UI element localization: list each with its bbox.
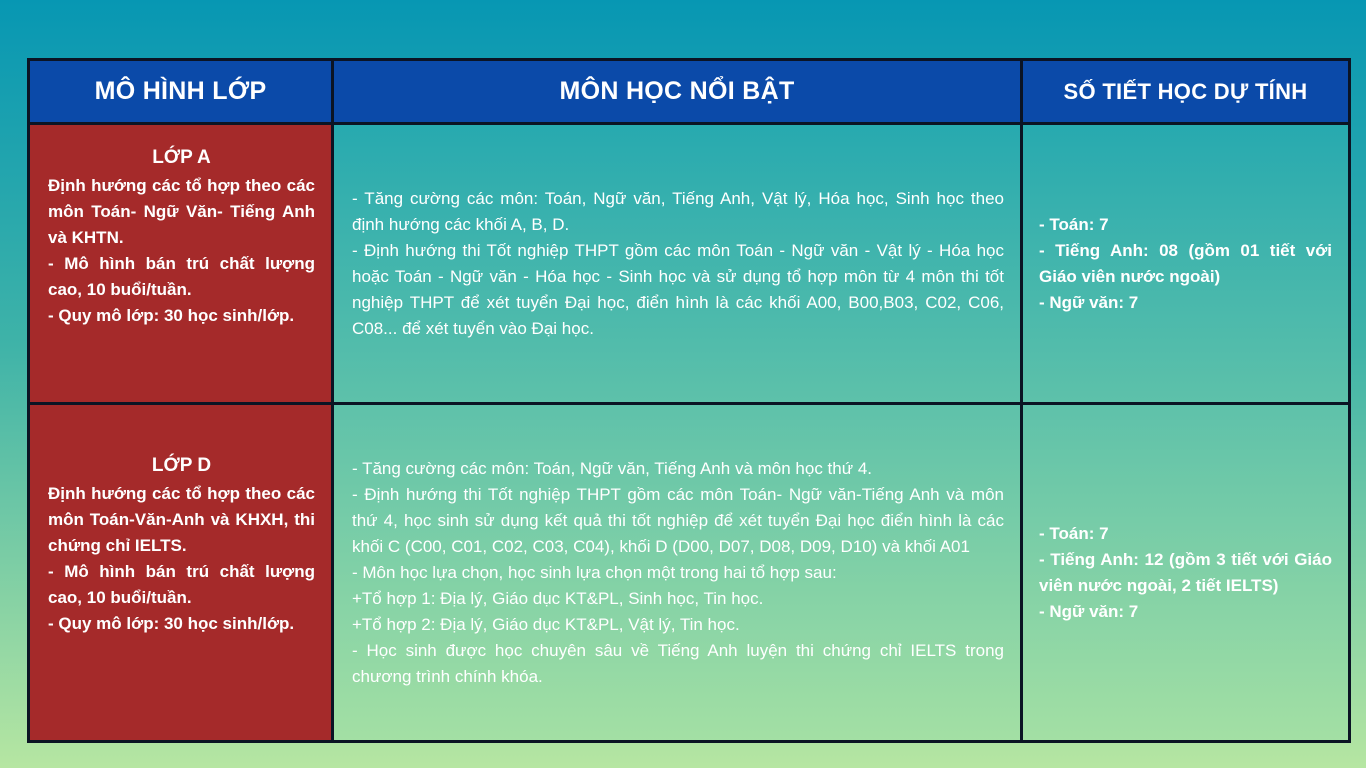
- header-class-model: MÔ HÌNH LỚP: [30, 61, 331, 122]
- class-a-period-line: - Ngữ văn: 7: [1039, 292, 1139, 312]
- header-featured-subjects: MÔN HỌC NỔI BẬT: [334, 61, 1020, 122]
- class-a-subject-line: - Tăng cường các môn: Toán, Ngữ văn, Tiếng Anh, Vật lý, Hóa học, Sinh học theo định hướng các khối A, B, D.: [352, 188, 1004, 234]
- class-a-period-line: - Toán: 7: [1039, 214, 1109, 234]
- class-a-title: LỚP A: [152, 147, 211, 168]
- class-a-subjects-cell: [334, 125, 1020, 402]
- class-d-subject-line: - Môn học lựa chọn, học sinh lựa chọn một trong hai tổ hợp sau:: [352, 562, 837, 582]
- class-d-subject-line: - Định hướng thi Tốt nghiệp THPT gồm các môn Toán- Ngữ văn-Tiếng Anh và môn thứ 4, học sinh sử dụng kết quả thi tốt nghiệp để xét tuyển Đại học điển hình là các khối C (C00, C01, C02, C03, C04), khối D (D00, D07, D08, D09, D10) và khối A01: [352, 484, 1004, 556]
- class-a-periods-cell: [1023, 125, 1348, 402]
- class-d-desc-line: Định hướng các tổ hợp theo các môn Toán-Văn-Anh và KHXH, thi chứng chỉ IELTS.: [48, 484, 315, 555]
- class-a-desc-line: - Mô hình bán trú chất lượng cao, 10 buổi/tuần.: [48, 254, 315, 299]
- class-model-table: [27, 58, 1339, 731]
- header-estimated-periods: SỐ TIẾT HỌC DỰ TÍNH: [1023, 61, 1348, 122]
- class-a-cell: [30, 125, 331, 402]
- class-d-subject-line: - Học sinh được học chuyên sâu về Tiếng Anh luyện thi chứng chỉ IELTS trong chương trình chính khóa.: [352, 640, 1004, 686]
- class-d-title: LỚP D: [151, 455, 212, 476]
- class-a-subject-line: - Định hướng thi Tốt nghiệp THPT gồm các môn Toán - Ngữ văn - Vật lý - Hóa học hoặc Toán - Ngữ văn - Hóa học - Sinh học và sử dụng tổ hợp môn từ 4 môn thi tốt nghiệp THPT để xét tuyển Đại học, điển hình là các khối A00, B00,B03, C02, C06, C08... để xét tuyển vào Đại học.: [352, 240, 1004, 338]
- class-d-desc-line: - Quy mô lớp: 30 học sinh/lớp.: [48, 614, 295, 633]
- class-d-subjects-cell: [334, 405, 1020, 740]
- class-d-period-line: - Ngữ văn: 7: [1039, 601, 1139, 621]
- class-d-subject-line: - Tăng cường các môn: Toán, Ngữ văn, Tiếng Anh và môn học thứ 4.: [352, 458, 873, 478]
- class-d-desc-line: - Mô hình bán trú chất lượng cao, 10 buổi/tuần.: [48, 562, 315, 607]
- class-d-period-line: - Toán: 7: [1039, 523, 1109, 543]
- class-d-period-line: - Tiếng Anh: 12 (gồm 3 tiết với Giáo viên nước ngoài, 2 tiết IELTS): [1039, 549, 1332, 595]
- class-a-desc-line: - Quy mô lớp: 30 học sinh/lớp.: [48, 306, 295, 325]
- class-d-periods-cell: [1023, 405, 1348, 740]
- class-d-subject-line: +Tổ hợp 1: Địa lý, Giáo dục KT&PL, Sinh học, Tin học.: [352, 588, 764, 608]
- class-d-cell: [30, 405, 331, 740]
- class-a-period-line: - Tiếng Anh: 08 (gồm 01 tiết với Giáo viên nước ngoài): [1039, 240, 1332, 286]
- class-a-desc-line: Định hướng các tổ hợp theo các môn Toán- Ngữ Văn- Tiếng Anh và KHTN.: [48, 176, 315, 247]
- class-d-subject-line: +Tổ hợp 2: Địa lý, Giáo dục KT&PL, Vật lý, Tin học.: [352, 614, 740, 634]
